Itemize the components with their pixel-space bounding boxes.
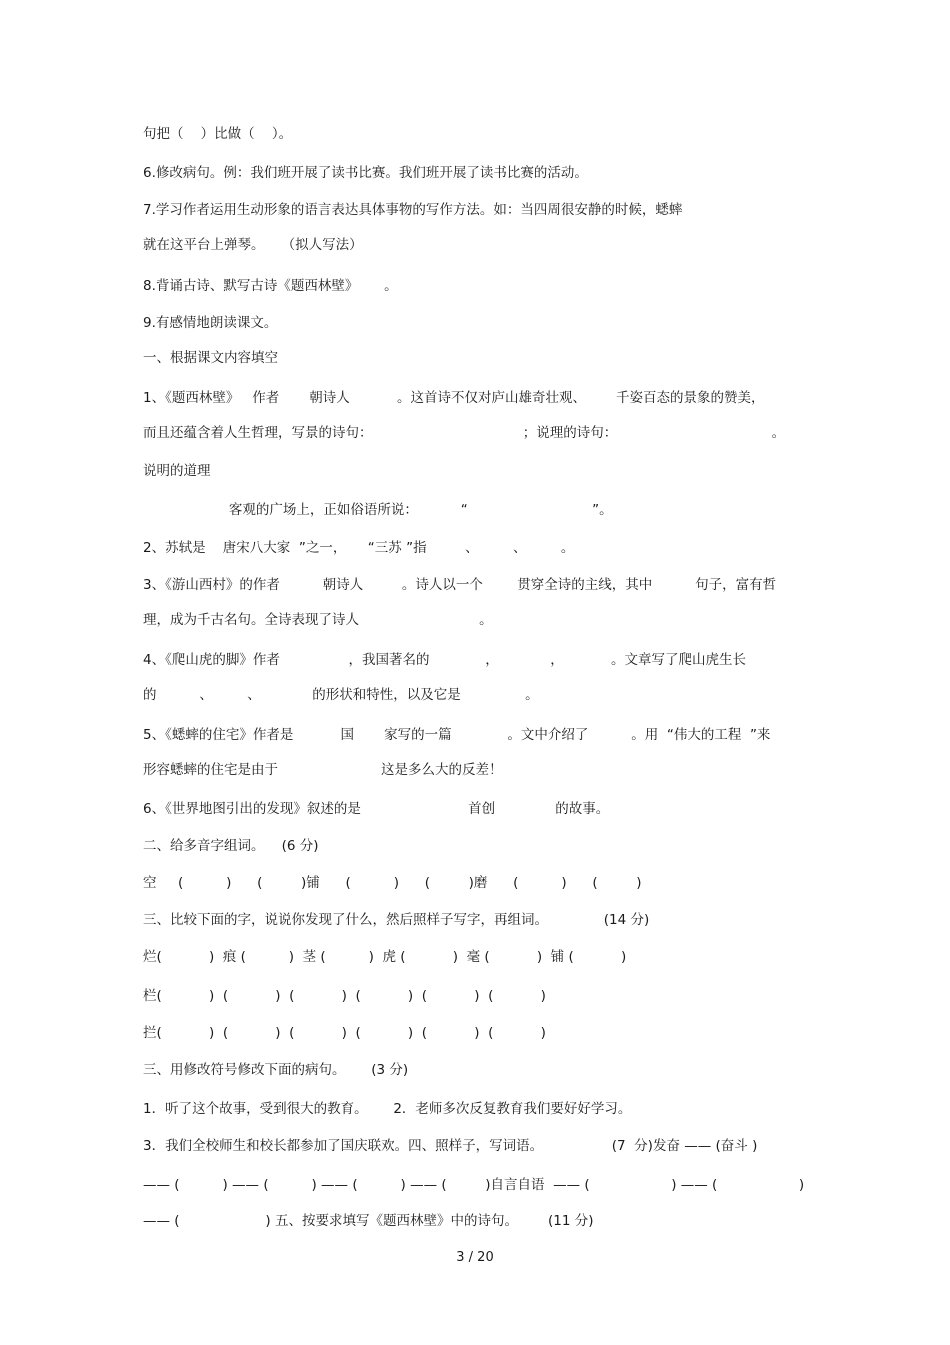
text-line: 1．听了这个故事，受到很大的教育。 2．老师多次反复教育我们要好好学习。	[143, 1101, 632, 1117]
section-heading: 一、根据课文内容填空	[143, 350, 278, 366]
text-line: 3、《游山西村》的作者 朝诗人 。诗人以一个 贯穿全诗的主线，其中 句子，富有哲	[143, 577, 777, 593]
text-line: —— ( ) —— ( ) —— ( ) —— ( )自言自语 —— ( ) —— ( )	[143, 1177, 805, 1193]
text-line: 7.学习作者运用生动形象的语言表达具体事物的写作方法。如：当四周很安静的时候，蟋蟀	[143, 202, 683, 218]
text-line: 就在这平台上弹琴。 （拟人写法）	[143, 237, 363, 253]
text-line: 4、《爬山虎的脚》作者 ，我国著名的 ， ， 。文章写了爬山虎生长	[143, 652, 746, 668]
section-heading: 二、给多音字组词。 (6 分)	[143, 838, 319, 854]
text-line: 1、《题西林壁》 作者 朝诗人 。这首诗不仅对庐山雄奇壮观、 千姿百态的景象的赞美，	[143, 390, 765, 406]
text-line: 客观的广场上，正如俗语所说： “ ”。	[143, 502, 613, 518]
text-line: 3．我们全校师生和校长都参加了国庆联欢。四、照样子，写词语。 (7 分)发奋 —— (奋斗 )	[143, 1138, 758, 1154]
section-heading: 三、比较下面的字，说说你发现了什么，然后照样子写字，再组词。 (14 分)	[143, 912, 650, 928]
text-line: 说明的道理	[143, 463, 211, 479]
text-line: 空 ( ) ( )铺 ( ) ( )磨 ( ) ( )	[143, 875, 642, 891]
text-line: 9.有感情地朗读课文。	[143, 315, 278, 331]
text-line: 5、《蟋蟀的住宅》作者是 国 家写的一篇 。文中介绍了 。用 “伟大的工程 ”来	[143, 727, 771, 743]
page-number: 3 / 20	[456, 1250, 494, 1265]
text-line: 2、苏轼是 唐宋八大家 ”之一， “三苏 ”指 、 、 。	[143, 540, 575, 556]
text-line: 而且还蕴含着人生哲理，写景的诗句： ；说理的诗句： 。	[143, 425, 786, 441]
text-line: 8.背诵古诗、默写古诗《题西林壁》 。	[143, 278, 398, 294]
text-line: 6.修改病句。例：我们班开展了读书比赛。我们班开展了读书比赛的活动。	[143, 165, 588, 181]
text-line: 句把（ ）比做（ ）。	[143, 126, 293, 142]
text-line: —— ( ) 五、按要求填写《题西林壁》中的诗句。 (11 分)	[143, 1213, 594, 1229]
text-line: 理，成为千古名句。全诗表现了诗人 。	[143, 612, 493, 628]
text-line: 6、《世界地图引出的发现》叙述的是 首创 的故事。	[143, 801, 610, 817]
section-heading: 三、用修改符号修改下面的病句。 (3 分)	[143, 1062, 409, 1078]
text-line: 的 、 、 的形状和特性，以及它是 。	[143, 687, 539, 703]
text-line: 形容蟋蟀的住宅是由于 这是多么大的反差！	[143, 762, 503, 778]
text-line: 栏( ) ( ) ( ) ( ) ( ) ( )	[143, 988, 546, 1004]
text-line: 拦( ) ( ) ( ) ( ) ( ) ( )	[143, 1025, 546, 1041]
text-line: 烂( ) 痕 ( ) 茎 ( ) 虎 ( ) 毫 ( ) 铺 ( )	[143, 949, 627, 965]
